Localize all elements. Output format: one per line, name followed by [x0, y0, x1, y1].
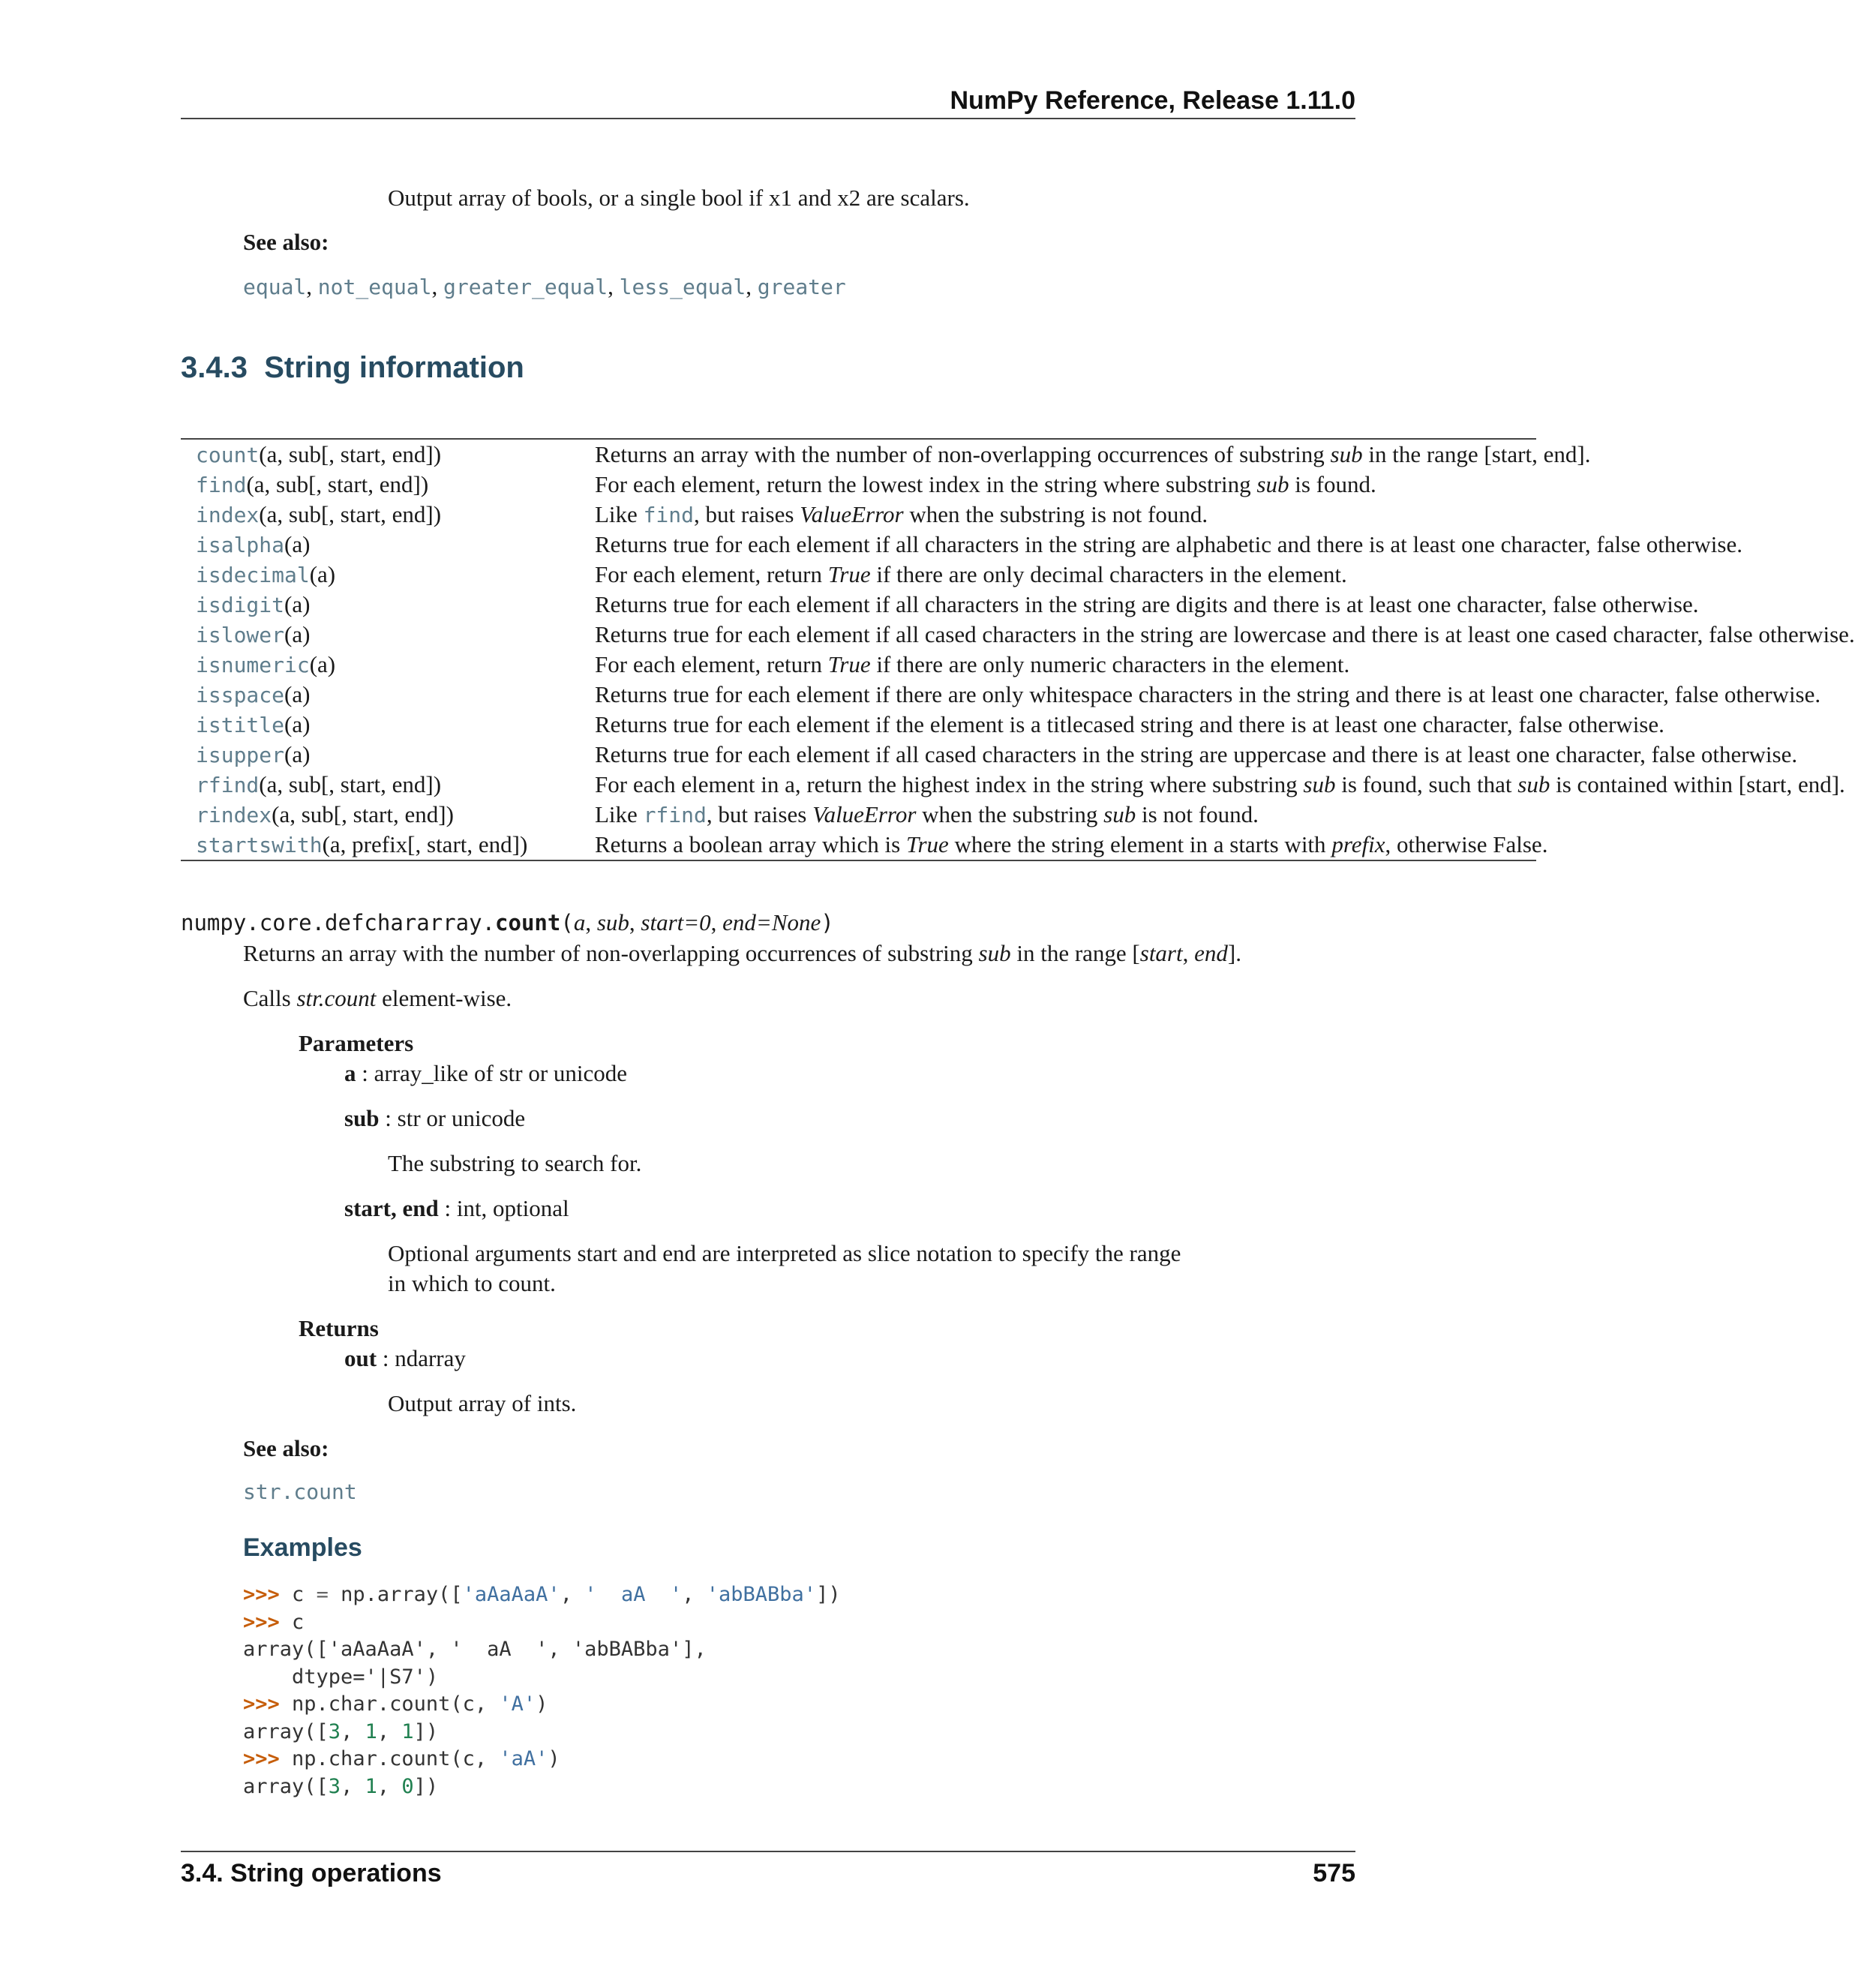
signature: (a, sub[, start, end]): [259, 501, 442, 527]
see-also-heading: See also:: [243, 229, 329, 255]
function-entry-startswith: [196, 830, 527, 860]
function-description: Like find, but raises ValueError when the substring is not found.: [595, 501, 1208, 527]
function-module: numpy.core.defchararray.: [181, 910, 496, 935]
signature: (a, prefix[, start, end]): [322, 831, 528, 857]
example-line: >>> c: [243, 1610, 305, 1634]
example-line: >>> np.char.count(c, 'aA'): [243, 1747, 560, 1770]
example-line: dtype='|S7'): [243, 1665, 439, 1689]
examples-code-block: [243, 1581, 841, 1800]
function-description: For each element, return True if there are only decimal characters in the element.: [595, 561, 1347, 587]
function-description: Like rfind, but raises ValueError when the substring sub is not found.: [595, 801, 1259, 827]
link-equal[interactable]: equal: [243, 275, 307, 299]
param-a: a : array_like of str or unicode: [344, 1060, 628, 1086]
table-row: [181, 500, 1536, 530]
table-row: [181, 680, 1821, 710]
param-sub: sub : str or unicode: [344, 1105, 526, 1131]
function-description: For each element, return True if there are only numeric characters in the element.: [595, 651, 1350, 677]
signature: (a): [284, 711, 311, 737]
function-entry-rindex: [196, 800, 454, 830]
function-description: For each element in a, return the highest index in the string where substring sub is found, such that sub is contained within [start, end].: [595, 771, 1845, 797]
link-isdecimal[interactable]: isdecimal: [196, 563, 310, 587]
link-islower[interactable]: islower: [196, 623, 285, 647]
example-line: >>> np.char.count(c, 'A'): [243, 1692, 548, 1716]
function-entry-isnumeric: [196, 650, 335, 680]
link-startswith[interactable]: startswith: [196, 833, 323, 857]
see-also-heading-2: See also:: [243, 1435, 329, 1461]
function-description: Returns true for each element if the element is a titlecased string and there is at least one character, false otherwise.: [595, 711, 1664, 737]
function-entry-index: [196, 500, 441, 530]
function-entry-isdecimal: [196, 560, 335, 590]
table-row: [181, 470, 1536, 500]
function-description: Returns true for each element if all characters in the string are digits and there is at least one character, false otherwise.: [595, 591, 1699, 617]
link-index[interactable]: index: [196, 503, 260, 527]
section-heading: [181, 351, 524, 385]
example-line: array(['aAaAaA', ' aA ', 'abBABba'],: [243, 1638, 707, 1661]
signature: (a): [309, 651, 336, 677]
see-also-links-2: [243, 1479, 357, 1504]
function-entry-find: [196, 470, 428, 500]
examples-heading: Examples: [243, 1533, 362, 1562]
running-header: NumPy Reference, Release 1.11.0: [950, 86, 1355, 115]
function-entry-isalpha: [196, 530, 310, 560]
signature: (a): [309, 561, 336, 587]
function-description: Returns true for each element if all characters in the string are alphabetic and there is at least one character, false otherwise.: [595, 531, 1742, 557]
link-isdigit[interactable]: isdigit: [196, 593, 285, 617]
see-also-links: equal, not_equal, greater_equal, less_equal, greater: [243, 273, 846, 299]
param-start-end-desc-line2: in which to count.: [388, 1270, 556, 1296]
example-line: array([3, 1, 0]): [243, 1774, 439, 1798]
footer-section: 3.4. String operations: [181, 1859, 442, 1887]
table-row: [181, 650, 1536, 680]
link-isalpha[interactable]: isalpha: [196, 533, 285, 557]
function-entry-isspace: [196, 680, 310, 710]
link-greater-equal[interactable]: greater_equal: [443, 275, 608, 299]
signature: (a, sub[, start, end]): [259, 441, 442, 467]
param-start-end-desc-line1: Optional arguments start and end are interpreted as slice notation to specify the range: [388, 1240, 1181, 1266]
signature: (a): [284, 591, 311, 617]
link-find[interactable]: find: [196, 473, 247, 497]
table-body: [181, 440, 1855, 860]
link-rindex[interactable]: rindex: [196, 803, 272, 827]
table-row: [181, 440, 1591, 470]
link-isupper[interactable]: isupper: [196, 743, 285, 767]
link-str-count[interactable]: str.count: [243, 1479, 357, 1504]
example-line: >>> c = np.array(['aAaAaA', ' aA ', 'abBABba']): [243, 1583, 841, 1606]
link-greater[interactable]: greater: [757, 275, 846, 299]
parameters-heading: Parameters: [299, 1030, 414, 1056]
table-row: [181, 740, 1798, 770]
signature: (a): [284, 681, 311, 707]
signature: (a): [284, 531, 311, 557]
function-summary: Returns an array with the number of non-overlapping occurrences of substring sub in the range [start, end].: [243, 940, 1241, 966]
table-row: [181, 770, 1845, 800]
signature: (a, sub[, start, end]): [259, 771, 442, 797]
function-entry-rfind: [196, 770, 441, 800]
signature: (a): [284, 741, 311, 767]
table-row: [181, 830, 1548, 860]
signature: (a, sub[, start, end]): [246, 471, 429, 497]
function-entry-isdigit: [196, 590, 310, 620]
param-start-end: start, end : int, optional: [344, 1195, 569, 1221]
param-sig-a: a: [573, 909, 586, 935]
previous-output-description: Output array of bools, or a single bool if x1 and x2 are scalars.: [388, 185, 970, 211]
return-out-desc: Output array of ints.: [388, 1390, 577, 1416]
function-description: Returns a boolean array which is True where the string element in a starts with prefix, otherwise False.: [595, 831, 1548, 857]
function-description: Returns true for each element if all cased characters in the string are lowercase and there is at least one cased character, false otherwise.: [595, 621, 1855, 647]
link-isnumeric[interactable]: isnumeric: [196, 653, 310, 677]
param-sig-end: end=None: [722, 909, 821, 935]
param-sig-sub: sub: [596, 909, 629, 935]
link-not-equal[interactable]: not_equal: [317, 275, 432, 299]
function-description: Returns true for each element if there are only whitespace characters in the string and there is at least one character, false otherwise.: [595, 681, 1821, 707]
calls-note: Calls str.count element-wise.: [243, 985, 512, 1011]
footer-rule: [181, 1851, 1355, 1852]
signature: (a): [284, 621, 311, 647]
page-number: 575: [1313, 1859, 1355, 1887]
signature: (a, sub[, start, end]): [272, 801, 454, 827]
link-count[interactable]: count: [196, 443, 260, 467]
table-row: [181, 590, 1699, 620]
table-row: [181, 560, 1536, 590]
link-istitle[interactable]: istitle: [196, 713, 285, 737]
param-sig-start: start=0: [641, 909, 711, 935]
function-entry-islower: [196, 620, 310, 650]
section-title: String information: [264, 351, 524, 384]
function-signature: numpy.core.defchararray.count(a, sub, start=0, end=None): [181, 909, 834, 935]
function-entry-count: [196, 440, 441, 470]
function-description: Returns true for each element if all cased characters in the string are uppercase and there is at least one character, false otherwise.: [595, 741, 1798, 767]
string-info-table: [181, 438, 1855, 861]
function-entry-istitle: [196, 710, 310, 740]
link-isspace[interactable]: isspace: [196, 683, 285, 707]
function-description: Returns an array with the number of non-overlapping occurrences of substring sub in the range [start, end].: [595, 441, 1591, 467]
example-line: array([3, 1, 1]): [243, 1719, 439, 1743]
table-row: [181, 710, 1664, 740]
header-rule: [181, 118, 1355, 119]
link-rfind[interactable]: rfind: [196, 773, 260, 797]
returns-heading: Returns: [299, 1315, 379, 1341]
function-description: For each element, return the lowest index in the string where substring sub is found.: [595, 471, 1376, 497]
table-row: [181, 530, 1742, 560]
table-row: [181, 620, 1855, 650]
function-entry-isupper: [196, 740, 310, 770]
link-less-equal[interactable]: less_equal: [619, 275, 746, 299]
return-out: out : ndarray: [344, 1345, 466, 1371]
table-row: [181, 800, 1536, 830]
function-name: count: [495, 910, 561, 935]
section-number: 3.4.3: [181, 351, 248, 384]
param-sub-desc: The substring to search for.: [388, 1150, 642, 1176]
